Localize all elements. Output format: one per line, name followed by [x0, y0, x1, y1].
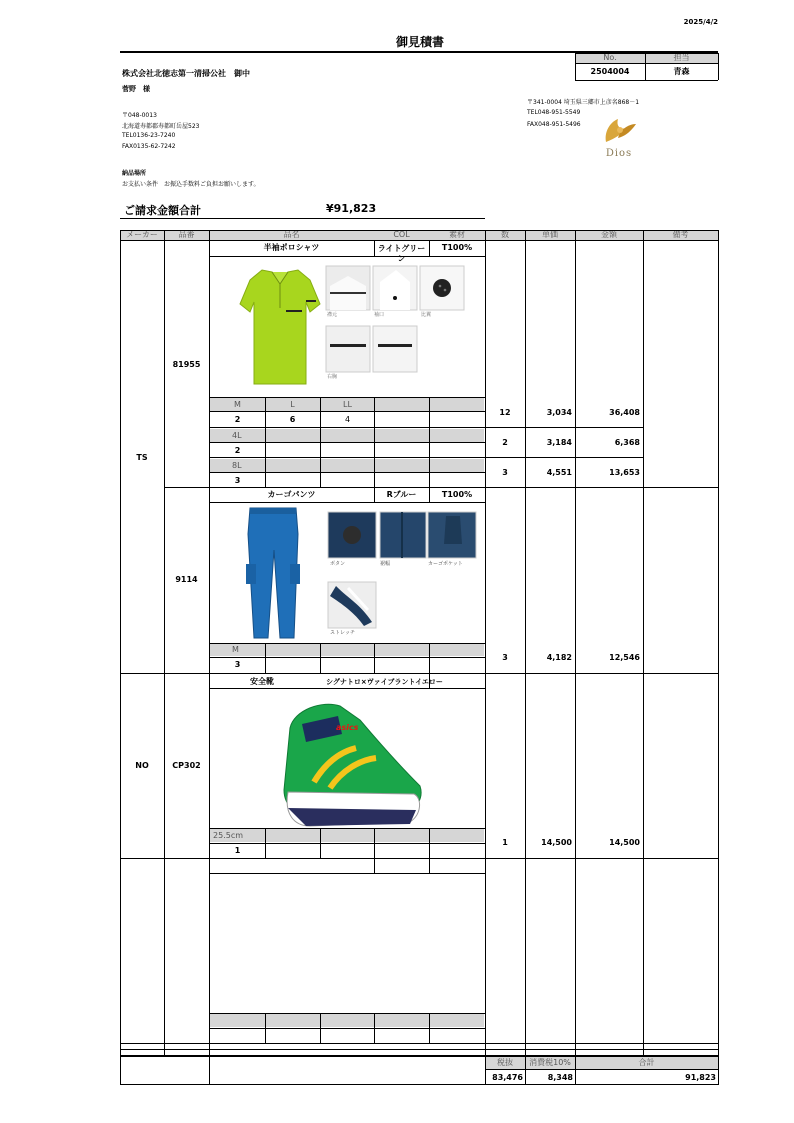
meta-staff-value: 青森	[673, 67, 690, 76]
meta-line	[575, 80, 718, 81]
grid-line	[374, 487, 375, 502]
polo-row3-amount: 13,653	[609, 468, 640, 477]
payment-conditions: お支払い条件 お振込手数料ご負担お願いします。	[122, 181, 260, 188]
grid-line	[429, 1013, 430, 1043]
tax-value: 8,348	[547, 1073, 573, 1082]
item2-code: 9114	[175, 575, 198, 584]
total-label: ご請求金額合計	[124, 204, 201, 217]
col-qty: 数	[501, 230, 509, 239]
customer-fax: FAX0135-62-7242	[122, 143, 176, 150]
meta-line	[718, 53, 719, 80]
total-amount: ¥91,823	[326, 202, 377, 215]
polo-caption-2: 袖口	[374, 312, 385, 318]
shoe-size-row-bg	[210, 829, 484, 842]
grid-line	[265, 643, 266, 673]
grid-line	[320, 397, 321, 487]
grid-line	[320, 643, 321, 673]
grid-line	[718, 230, 719, 1085]
grid-line	[209, 828, 485, 829]
grid-line	[209, 411, 485, 412]
customer-person: 菅野 様	[122, 85, 150, 93]
pants-detail-thumbnails	[328, 512, 476, 628]
grid-line	[209, 1013, 485, 1014]
col-color: COL	[393, 230, 410, 239]
customer-company: 株式会社北徳志第一清掃公社 御中	[122, 69, 250, 78]
pants-caption-3: カーゴポケット	[428, 561, 463, 567]
meta-no-label: No.	[603, 53, 617, 62]
polo-row3-qty: 3	[502, 468, 508, 477]
pants-size-row-bg	[210, 643, 484, 656]
item1-maker: TS	[136, 453, 148, 462]
item1-color: ライトグリーン	[377, 244, 426, 263]
pants-row-amount: 12,546	[609, 653, 640, 662]
grid-line	[525, 230, 526, 1085]
polo-size-4l: 4L	[232, 431, 242, 440]
polo-caption-1: 襟元	[327, 312, 338, 318]
shoe-qty: 1	[234, 846, 241, 855]
pants-row-price: 4,182	[546, 653, 572, 662]
grid-line	[120, 230, 121, 1085]
item3-code: CP302	[172, 761, 201, 770]
grid-line	[374, 397, 375, 487]
grid-line	[209, 472, 485, 473]
polo-row2-amount: 6,368	[614, 438, 640, 447]
grid-line	[429, 397, 430, 487]
grid-line	[374, 240, 375, 256]
polo-row1-price: 3,034	[546, 408, 572, 417]
meta-no-value: 2504004	[590, 67, 630, 76]
grid-line	[209, 427, 485, 428]
grid-line	[209, 442, 485, 443]
polo-size-m: M	[234, 400, 241, 409]
polo-row2-qty: 2	[502, 438, 508, 447]
meta-staff-label: 担当	[673, 53, 690, 62]
polo-qty-m: 2	[234, 415, 241, 424]
polo-qty-4l: 2	[234, 446, 241, 455]
cargo-pants-image	[210, 504, 484, 642]
grid-line	[265, 828, 266, 858]
col-material: 素材	[449, 230, 465, 239]
grid-line	[485, 230, 486, 1085]
col-remarks: 備考	[672, 230, 689, 239]
grand-total-value: 91,823	[685, 1073, 716, 1082]
total-rule	[120, 218, 485, 219]
delivery-heading: 納品場所	[122, 170, 147, 177]
meta-line	[575, 53, 718, 54]
pants-size-m: M	[232, 645, 239, 654]
grid-line	[209, 873, 485, 874]
polo-size-row2-bg	[210, 429, 484, 442]
polo-row2-price: 3,184	[546, 438, 572, 447]
customer-postal: 〒048-0013	[122, 112, 157, 119]
pants-caption-4: ストレッチ	[330, 630, 355, 636]
polo-row1-qty: 12	[499, 408, 511, 417]
grid-line	[429, 240, 430, 256]
grid-line	[485, 427, 643, 428]
polo-caption-4: 右胸	[327, 374, 338, 380]
grid-line	[429, 828, 430, 858]
grid-line	[429, 487, 430, 502]
logo-text: Dios	[605, 148, 633, 159]
item2-color: Rブルー	[386, 490, 417, 499]
supplier-fax: FAX048-951-5496	[527, 121, 581, 128]
grid-line	[374, 828, 375, 858]
grid-line	[485, 457, 643, 458]
tax-label: 消費税10%	[529, 1058, 571, 1067]
logo-emblem-icon	[596, 116, 642, 144]
grid-line	[265, 397, 266, 487]
polo-shirt-image	[210, 256, 484, 396]
grid-line	[429, 643, 430, 673]
grid-line	[575, 230, 576, 1085]
shoe-photo	[284, 704, 421, 826]
polo-row1-amount: 36,408	[609, 408, 640, 417]
polo-size-ll: LL	[343, 400, 352, 409]
grid-line	[429, 858, 430, 873]
customer-tel: TEL0136-23-7240	[122, 132, 176, 139]
issue-date: 2025/4/2	[683, 18, 718, 26]
polo-qty-8l: 3	[234, 476, 241, 485]
grid-line	[209, 256, 485, 257]
grid-line	[320, 1013, 321, 1043]
grid-line	[209, 843, 485, 844]
polo-detail-thumbnails	[326, 266, 464, 372]
grid-line	[643, 230, 644, 1055]
polo-size-8l: 8L	[232, 461, 242, 470]
shoe-row-price: 14,500	[541, 838, 572, 847]
grid-line	[209, 502, 485, 503]
polo-caption-3: 比翼	[421, 312, 432, 318]
grid-line	[209, 657, 485, 658]
meta-line	[575, 53, 576, 80]
shoe-row-qty: 1	[502, 838, 508, 847]
grand-total-label: 合計	[638, 1058, 655, 1067]
item2-name: カーゴパンツ	[267, 490, 316, 499]
grid-line	[485, 1069, 718, 1070]
item3-color: シグナトロ×ヴァイブラントイエロー	[326, 678, 443, 686]
supplier-address: 〒341-0004 埼玉県三郷市上彦名868－1	[527, 99, 640, 106]
grid-line	[164, 487, 718, 488]
customer-address: 北海道寿都郡寿都町岳屋523	[122, 123, 200, 130]
polo-main-photo	[240, 270, 320, 384]
item1-material: T100%	[441, 243, 473, 252]
col-amount: 金額	[601, 230, 617, 239]
col-maker: メーカー	[126, 230, 158, 239]
subtotal-value: 83,476	[492, 1073, 523, 1082]
grid-line	[209, 457, 485, 458]
polo-size-row3-bg	[210, 459, 484, 472]
pants-main-photo	[246, 508, 300, 638]
shoe-size-25-5: 25.5cm	[213, 831, 244, 840]
grid-line	[209, 397, 485, 398]
pants-row-qty: 3	[502, 653, 508, 662]
pants-qty-m: 3	[234, 660, 241, 669]
document-title: 御見積書	[395, 35, 444, 49]
col-code: 品番	[178, 230, 195, 239]
subtotal-label: 税抜	[497, 1058, 513, 1067]
col-unit-price: 単価	[542, 230, 558, 239]
supplier-tel: TEL048-951-5549	[527, 109, 581, 116]
col-name: 品名	[283, 230, 300, 239]
shoe-brand-mark: asics	[336, 723, 359, 732]
item1-code: 81955	[172, 360, 201, 369]
grid-line	[209, 643, 485, 644]
grid-line	[209, 1028, 485, 1029]
grid-line	[265, 1013, 266, 1043]
item1-name: 半袖ポロシャツ	[263, 243, 320, 252]
meta-line	[645, 53, 646, 80]
grid-line	[320, 828, 321, 858]
grid-line	[374, 1013, 375, 1043]
grid-line	[209, 688, 485, 689]
pants-caption-1: ボタン	[330, 561, 346, 567]
item2-material: T100%	[441, 490, 473, 499]
item3-name: 安全靴	[250, 677, 274, 686]
polo-qty-l: 6	[289, 415, 296, 424]
safety-shoe-image	[210, 690, 484, 828]
supplier-logo	[596, 116, 642, 158]
grid-line	[209, 230, 210, 1085]
grid-line	[374, 858, 375, 873]
meta-line	[575, 63, 718, 64]
pants-caption-2: 裾幅	[380, 561, 391, 567]
empty-size-row-bg	[210, 1014, 484, 1027]
polo-qty-ll: 4	[344, 415, 351, 424]
shoe-row-amount: 14,500	[609, 838, 640, 847]
polo-size-l: L	[290, 400, 295, 409]
grid-line	[429, 673, 430, 688]
item3-maker: NO	[135, 761, 149, 770]
grid-line	[164, 230, 165, 1055]
grid-line	[374, 643, 375, 673]
polo-row3-price: 4,551	[546, 468, 572, 477]
